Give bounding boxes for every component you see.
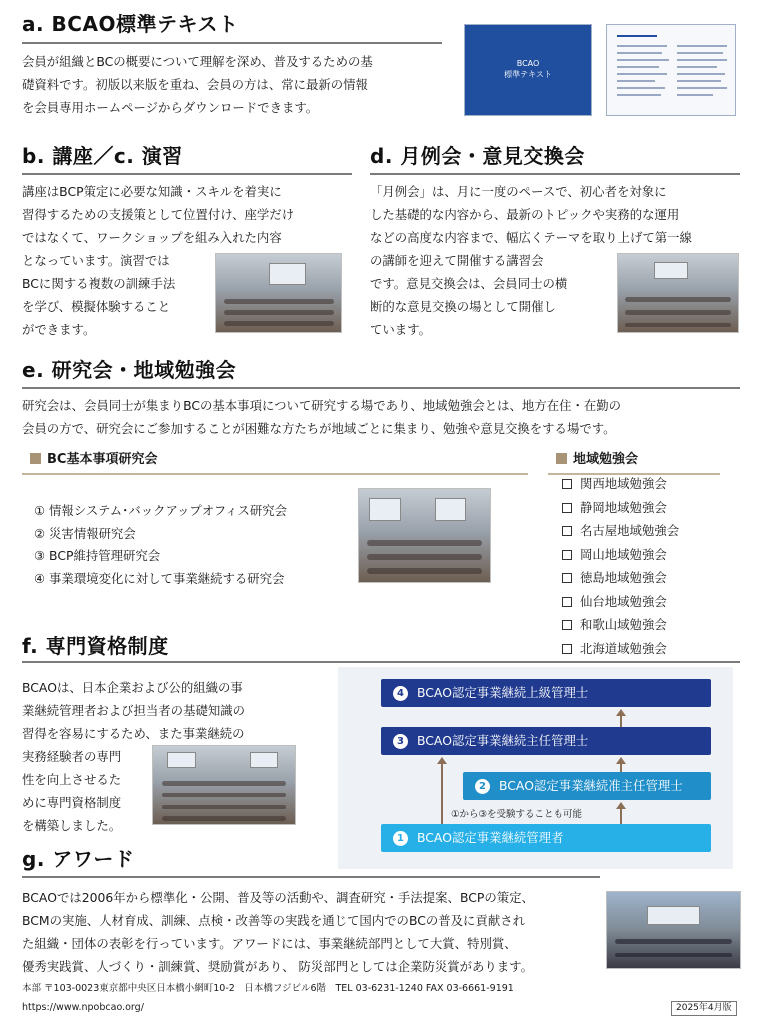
level-label: BCAO認定事業継続管理者 — [417, 830, 564, 845]
study-group-title: BC基本事項研究会 — [47, 452, 158, 467]
up-arrow-icon — [441, 763, 443, 824]
section-b-line: ができます。 — [22, 322, 96, 337]
square-bullet-icon — [30, 453, 41, 464]
checkbox-icon — [562, 597, 572, 607]
section-g-body — [22, 886, 534, 978]
section-d-line: などの高度な内容まで、幅広くテーマを取り上げて第一線 — [370, 230, 692, 245]
list-item: ③ BCP維持管理研究会 — [34, 548, 161, 563]
section-f-line: を構築しました。 — [22, 818, 122, 833]
cover-title: BCAO — [516, 59, 540, 68]
level-number-badge: 4 — [393, 686, 408, 701]
section-a-line: 礎資料です。初版以来版を重ね、会員の方は、常に最新の情報 — [22, 77, 368, 92]
section-e-line: 会員の方で、研究会にご参加することが困難な方たちが地域ごとに集まり、勉強や意見交換をする場です。 — [22, 421, 616, 436]
study-group-rule — [22, 473, 528, 475]
section-e-rule — [22, 387, 740, 389]
section-d-line: 「月例会」は、月に一度のペースで、初心者を対象に — [370, 184, 667, 199]
regional-group-title: 地域勉強会 — [573, 452, 639, 467]
level-3-box — [381, 727, 711, 755]
list-item: 名古屋地域勉強会 — [562, 519, 679, 543]
section-d-line: ています。 — [370, 322, 431, 337]
checkbox-icon — [562, 526, 572, 536]
checkbox-icon — [562, 620, 572, 630]
level-number-badge: 2 — [475, 779, 490, 794]
section-f-title: f. 専門資格制度 — [22, 634, 169, 658]
section-f-line: 習得を容易にするため、また事業継続の — [22, 726, 245, 741]
level-4-box — [381, 679, 711, 707]
checkbox-icon — [562, 644, 572, 654]
list-item: 和歌山域勉強会 — [562, 613, 679, 637]
footer-address: 本部 〒103-0023東京都中央区日本橋小網町10-2 日本橋フジビル6階 TEL 03-6231-1240 FAX 03-6661-9191 — [22, 983, 514, 994]
section-g-line: た組織・団体の表彰を行っています。アワードには、事業継続部門として大賞、特別賞、 — [22, 936, 517, 951]
section-f-line: 性を向上させるた — [22, 772, 122, 787]
edition-badge: 2025年4月版 — [671, 1001, 737, 1016]
section-f-line: めに専門資格制度 — [22, 795, 122, 810]
list-item: 静岡地域勉強会 — [562, 496, 679, 520]
section-b-title: b. 講座／c. 演習 — [22, 144, 183, 168]
section-f-rule — [22, 661, 740, 663]
list-item: 仙台地域勉強会 — [562, 590, 679, 614]
section-g-line: 優秀実践賞、人づくり・訓練賞、奨励賞があり、 防災部門としては企業防災賞があります。 — [22, 959, 533, 974]
section-a-line: 会員が組織とBCの概要について理解を深め、普及するための基 — [22, 54, 373, 69]
level-label: BCAO認定事業継続上級管理士 — [417, 685, 589, 700]
section-d-line: 断的な意見交換の場として開催し — [370, 299, 556, 314]
section-a-title: a. BCAO標準テキスト — [22, 12, 239, 36]
section-g-line: BCAOでは2006年から標準化・公開、普及等の活動や、調査研究・手法提案、BCPの策定、 — [22, 890, 534, 905]
list-item: ① 情報システム･バックアップオフィス研究会 — [34, 503, 288, 518]
certification-photo — [152, 745, 296, 825]
level-number-badge: 1 — [393, 831, 408, 846]
study-group-heading — [30, 451, 157, 469]
section-b-line: BCに関する複数の訓練手法 — [22, 276, 176, 291]
section-e-line: 研究会は、会員同士が集まりBCの基本事項について研究する場であり、地域勉強会とは、地方在住・在勤の — [22, 398, 622, 413]
seminar-photo — [215, 253, 342, 333]
regional-group-heading — [556, 451, 638, 469]
section-a-line: を会員専用ホームページからダウンロードできます。 — [22, 100, 319, 115]
section-b-line: 習得するための支援策として位置付け、座学だけ — [22, 207, 295, 222]
section-g-title: g. アワード — [22, 847, 135, 871]
checkbox-icon — [562, 479, 572, 489]
section-g-line: BCMの実施、人材育成、訓練、点検・改善等の実践を通じて国内でのBCの普及に貢献され — [22, 913, 526, 928]
standard-text-contents-page — [606, 24, 736, 116]
monthly-meeting-photo — [617, 253, 739, 333]
section-b-line: ではなくて、ワークショップを組み入れた内容 — [22, 230, 282, 245]
award-photo — [606, 891, 741, 969]
level-label: BCAO認定事業継続主任管理士 — [417, 733, 589, 748]
section-d-title: d. 月例会・意見交換会 — [370, 144, 585, 168]
section-a-rule — [22, 42, 442, 44]
section-d-line: です。意見交換会は、会員同士の横 — [370, 276, 568, 291]
checkbox-icon — [562, 503, 572, 513]
footer-url[interactable]: https://www.npobcao.org/ — [22, 1002, 144, 1013]
qualification-ladder — [338, 667, 733, 869]
checkbox-icon — [562, 573, 572, 583]
section-d-rule — [370, 173, 740, 175]
square-bullet-icon — [556, 453, 567, 464]
level-1-box — [381, 824, 711, 852]
up-arrow-icon — [620, 715, 622, 727]
study-group-list — [34, 500, 287, 590]
section-f-line: 業継続管理者および担当者の基礎知識の — [22, 703, 246, 718]
level-label: BCAO認定事業継続准主任管理士 — [499, 778, 683, 793]
study-group-photo — [358, 488, 491, 583]
level-number-badge: 3 — [393, 734, 408, 749]
section-d-line: した基礎的な内容から、最新のトピックや実務的な運用 — [370, 207, 680, 222]
section-e-title: e. 研究会・地域勉強会 — [22, 358, 237, 382]
exam-note: ①から③を受験することも可能 — [451, 809, 583, 820]
section-a-body — [22, 50, 373, 119]
section-g-rule — [22, 876, 600, 878]
section-b-line: を学び、模擬体験すること — [22, 299, 171, 314]
up-arrow-icon — [620, 808, 622, 824]
standard-text-cover — [464, 24, 592, 116]
section-b-line: 講座はBCP策定に必要な知識・スキルを着実に — [22, 184, 282, 199]
section-e-body — [22, 394, 621, 440]
list-item: 徳島地域勉強会 — [562, 566, 679, 590]
section-d-line: の講師を迎えて開催する講習会 — [370, 253, 544, 268]
cover-subtitle: 標準テキスト — [504, 70, 552, 79]
checkbox-icon — [562, 550, 572, 560]
list-item: 関西地域勉強会 — [562, 472, 679, 496]
list-item: ② 災害情報研究会 — [34, 525, 136, 541]
section-b-rule — [22, 173, 352, 175]
regional-group-list — [562, 472, 679, 660]
list-item: ④ 事業環境変化に対して事業継続する研究会 — [34, 570, 285, 586]
list-item: 岡山地域勉強会 — [562, 543, 679, 567]
section-b-line: となっています。演習では — [22, 253, 170, 268]
level-2-box — [463, 772, 711, 800]
section-f-line: 実務経験者の専門 — [22, 749, 122, 764]
section-f-line: BCAOは、日本企業および公的組織の事 — [22, 680, 243, 695]
list-item: 北海道域勉強会 — [562, 637, 679, 661]
